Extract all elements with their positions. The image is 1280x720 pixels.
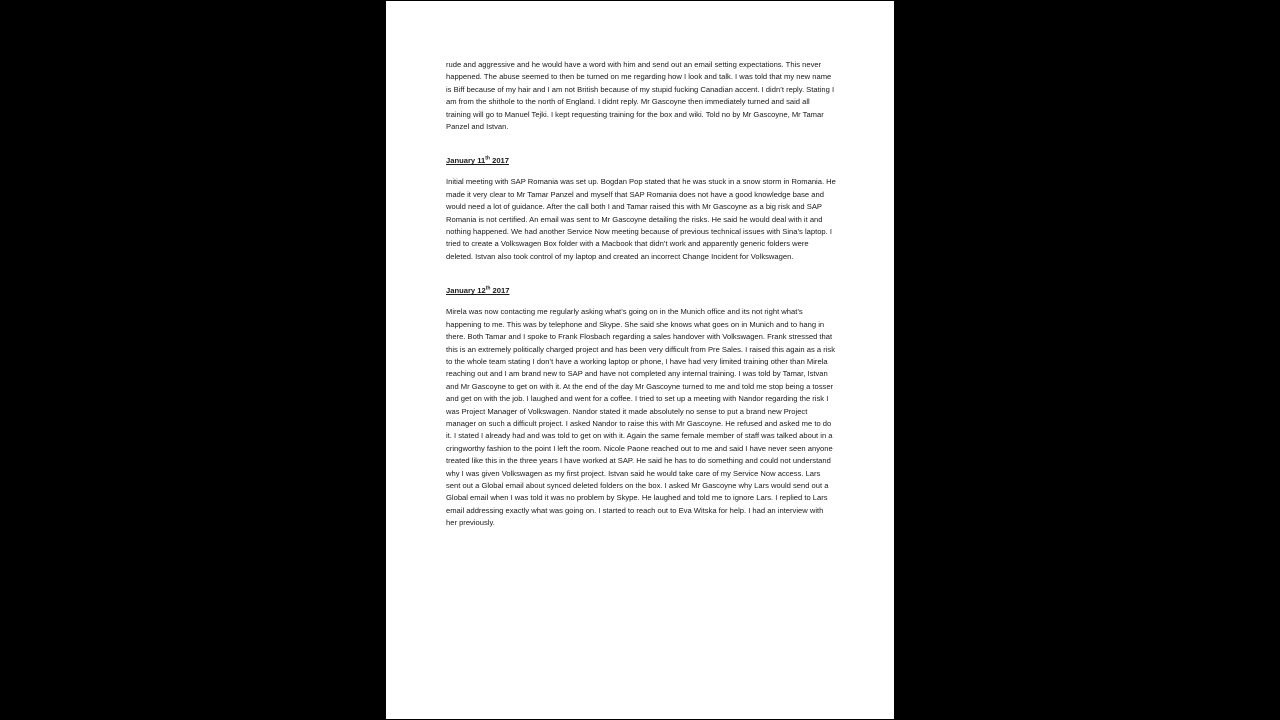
section-heading-jan-12 bbox=[446, 285, 836, 297]
heading-suffix: th bbox=[485, 285, 491, 292]
section-body-jan-12: Mirela was now contacting me regularly asking what’s going on in the Munich office and its not right what’s happening to me. This was by telephone and Skype. She said she knows what goes on in Munich and to hang in there. Both Tamar and I spoke to Frank Flosbach regarding a sales handover with Volkswagen. Frank stressed that this is an extremely politically charged project and has been very difficult from Pre Sales. I raised this again as a risk to the whole team stating I don’t have a working laptop or phone, I have had very limited training other than Mirela reaching out and I am brand new to SAP and have not completed any internal training. I was told by Tamar, Istvan and Mr Gascoyne to get on with it. At the end of the day Mr Gascoyne turned to me and told me stop being a tosser and get on with the job. I laughed and went for a coffee. I tried to set up a meeting with Nandor regarding the risk I was Project Manager of Volkswagen. Nandor stated it made absolutely no sense to put a brand new Project manager on such a difficult project. I asked Nandor to raise this with Mr Gascoyne. He refused and asked me to do it. I stated I already had and was told to get on with it. Again the same female member of staff was talked about in a cringworthy fashion to the point I left the room. Nicole Paone reached out to me and said I have never seen anyone treated like this in the three years I have worked at SAP. He said he has to do something and could not understand why I was given Volkswagen as my first project. Istvan said he would take care of my Service Now access. Lars sent out a Global email about synced deleted folders on the box. I asked Mr Gascoyne why Lars would send out a Global email when I was told it was no problem by Skype. He laughed and told me to ignore Lars. I replied to Lars email addressing exactly what was going on. I started to reach out to Eva Witska for help. I had an interview with her previously. bbox=[446, 307, 836, 528]
section-body-jan-11: Initial meeting with SAP Romania was set up. Bogdan Pop stated that he was stuck in a snow storm in Romania. He made it very clear to Mr Tamar Panzel and myself that SAP Romania does not have a good knowledge base and would need a lot of guidance. After the call both I and Tamar raised this with Mr Gascoyne as a big risk and SAP Romania is not certified. An email was sent to Mr Gascoyne detailing the risks. He said he would deal with it and nothing happened. We had another Service Now meeting because of previous technical issues with Sina’s laptop. I tried to create a Volkswagen Box folder with a Macbook that didn’t work and apparently generic folders were deleted. Istvan also took control of my laptop and created an incorrect Change Incident for Volkswagen. bbox=[446, 177, 836, 261]
heading-year: 2017 bbox=[490, 156, 510, 166]
document-content bbox=[446, 59, 836, 530]
heading-suffix: th bbox=[485, 155, 490, 162]
section-heading-jan-11 bbox=[446, 155, 836, 167]
heading-year: 2017 bbox=[490, 286, 510, 296]
document-page bbox=[386, 1, 894, 719]
intro-paragraph: rude and aggressive and he would have a word with him and send out an email setting expectations. This never happened. The abuse seemed to then be turned on me regarding how I look and talk. I was told that my new name is Biff because of my hair and I am not British because of my stupid fucking Canadian accent. I didn’t reply. Stating I am from the shithole to the north of England. I didnt reply. Mr Gascoyne then immediately turned and said all training will go to Manuel Tejki. I kept requesting training for the box and wiki. Told no by Mr Gascoyne, Mr Tamar Panzel and Istvan. bbox=[446, 60, 835, 132]
heading-day: January 11 bbox=[446, 156, 486, 166]
heading-day: January 12 bbox=[446, 286, 486, 296]
